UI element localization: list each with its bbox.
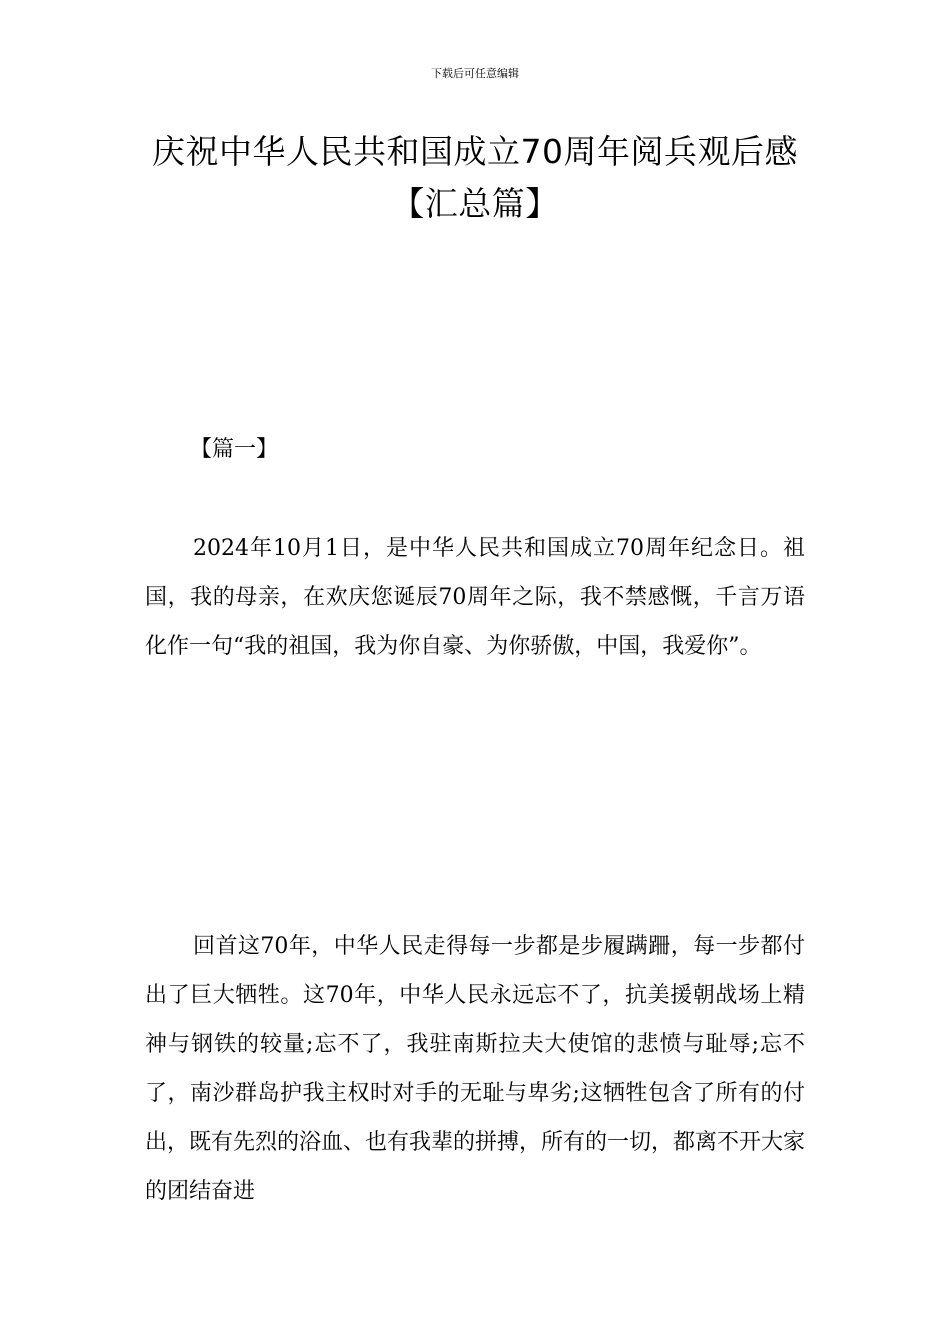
body-paragraph: 2024年10月1日，是中华人民共和国成立70周年纪念日。祖国，我的母亲，在欢庆您诞辰70周年之际，我不禁感慨，千言万语化作一句“我的祖国，我为你自豪、为你骄傲，中国，我爱你”。 <box>145 536 805 659</box>
body-paragraph: 回首这70年，中华人民走得每一步都是步履蹒跚，每一步都付出了巨大牺牲。这70年，中华人民永远忘不了，抗美援朝战场上精神与钢铁的较量;忘不了，我驻南斯拉夫大使馆的悲愤与耻辱;忘不了，南沙群岛护我主权时对手的无耻与卑劣;这牺牲包含了所有的付出，既有先烈的浴血、也有我辈的拼搏，所有的一切，都离不开大家的团结奋进 <box>145 934 806 1204</box>
section-label: 【篇一】 <box>190 437 279 462</box>
document-title: 庆祝中华人民共和国成立70周年阅兵观后感【汇总篇】 <box>152 132 798 223</box>
header-note: 下载后可任意编辑 <box>431 67 519 80</box>
